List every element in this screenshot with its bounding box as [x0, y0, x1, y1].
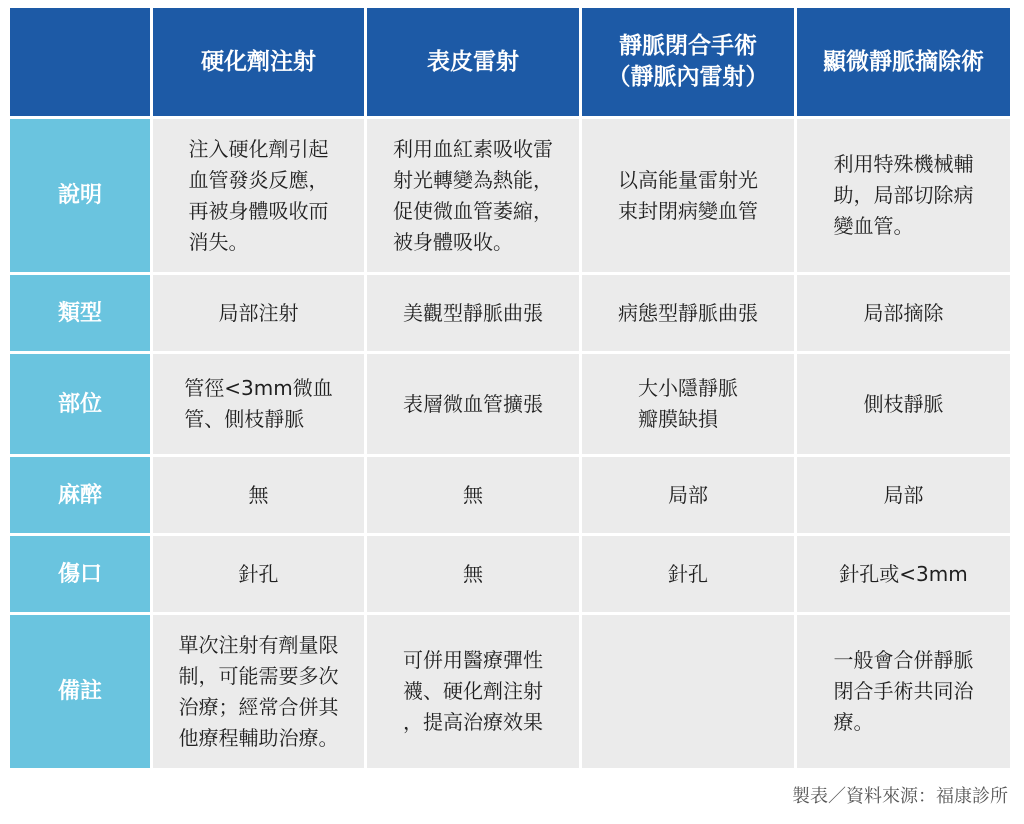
- table-cell: [367, 615, 579, 768]
- cell-text: 局部: [883, 482, 924, 507]
- table-cell-empty: [582, 615, 794, 768]
- row-label-wound: 傷口: [10, 536, 150, 612]
- comparison-table: [10, 8, 1010, 768]
- table-cell: [582, 275, 794, 351]
- cell-text: 局部注射: [218, 300, 299, 325]
- row-label-anesthesia: 麻醉: [10, 457, 150, 533]
- table-cell: [153, 457, 364, 533]
- cell-text: 表層微血管擴張: [403, 391, 543, 416]
- table-cell: [582, 457, 794, 533]
- row-label-description: 說明: [10, 119, 150, 272]
- header-vein-closure: [582, 8, 794, 116]
- table-cell: [582, 119, 794, 272]
- cell-text: 病態型靜脈曲張: [618, 300, 758, 325]
- table-cell: [797, 275, 1010, 351]
- table-cell: [797, 615, 1010, 768]
- header-label: 顯微靜脈摘除術: [823, 48, 984, 75]
- cell-text: 利用血紅素吸收雷 射光轉變為熱能， 促使微血管萎縮， 被身體吸收。: [393, 136, 553, 254]
- cell-text: 可併用醫療彈性 襪、硬化劑注射 ，提高治療效果: [403, 648, 543, 734]
- cell-text: 側枝靜脈: [863, 391, 944, 416]
- table-cell: [367, 457, 579, 533]
- table-cell: [367, 275, 579, 351]
- cell-text: 局部: [668, 482, 708, 507]
- table-cell: [367, 354, 579, 454]
- cell-text: 美觀型靜脈曲張: [403, 300, 543, 325]
- header-sclerotherapy: [153, 8, 364, 116]
- table-cell: [582, 536, 794, 612]
- row-label-notes: 備註: [10, 615, 150, 768]
- cell-text: 無: [463, 561, 483, 586]
- table-cell: [367, 536, 579, 612]
- cell-text: 單次注射有劑量限 制，可能需要多次 治療；經常合併其 他療程輔助治療。: [178, 632, 339, 750]
- table-cell: [153, 536, 364, 612]
- cell-text: 針孔: [668, 561, 708, 586]
- cell-text: 注入硬化劑引起 血管發炎反應， 再被身體吸收而 消失。: [188, 136, 329, 254]
- table-cell: [367, 119, 579, 272]
- header-label: 硬化劑注射: [201, 48, 316, 75]
- table-cell: [797, 354, 1010, 454]
- table-cell: [797, 119, 1010, 272]
- source-caption: 製表／資料來源：福康診所: [792, 786, 1008, 807]
- cell-text: 無: [248, 482, 269, 507]
- cell-text: 以高能量雷射光 束封閉病變血管: [618, 167, 758, 223]
- cell-text: 無: [463, 482, 483, 507]
- table-cell: [582, 354, 794, 454]
- cell-text: 一般會合併靜脈 閉合手術共同治 療。: [833, 648, 974, 734]
- cell-text: 管徑<3mm微血 管、側枝靜脈: [184, 376, 333, 431]
- cell-text: 針孔或<3mm: [839, 561, 968, 586]
- row-label-type: 類型: [10, 275, 150, 351]
- table-cell: [153, 354, 364, 454]
- header-microphlebectomy: [797, 8, 1010, 116]
- table-cell: [153, 615, 364, 768]
- cell-text: 局部摘除: [863, 300, 944, 325]
- header-surface-laser: [367, 8, 579, 116]
- cell-text: 利用特殊機械輔 助，局部切除病 變血管。: [833, 152, 974, 238]
- table-cell: [797, 457, 1010, 533]
- row-label-site: 部位: [10, 354, 150, 454]
- cell-text: 大小隱靜脈 瓣膜缺損: [638, 376, 738, 431]
- cell-text: 針孔: [238, 561, 279, 586]
- table-cell: [153, 275, 364, 351]
- table-cell: [153, 119, 364, 272]
- header-label: 表皮雷射: [427, 48, 519, 75]
- table-cell: [797, 536, 1010, 612]
- header-corner: [10, 8, 150, 116]
- header-label: 靜脈閉合手術 （靜脈內雷射）: [607, 33, 769, 90]
